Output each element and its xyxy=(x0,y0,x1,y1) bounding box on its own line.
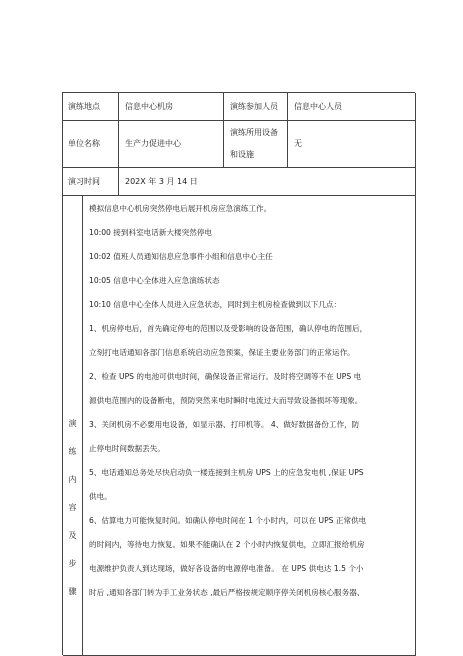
content-line: 2、检查 UPS 的电池可供电时间，确保设备正常运行。及时将空调等不在 UPS 电 xyxy=(89,372,362,381)
content-line: 供电。 xyxy=(89,492,112,501)
content-line: 立刻打电话通知各部门信息系统启动应急预案，保证主要业务部门的正常运作。 xyxy=(89,348,355,357)
content-line: 源供电范围内的设备断电，预防突然来电时瞬时电流过大而导致设备损坏等现象。 xyxy=(89,396,363,405)
content-line: 3、关闭机房不必要用电设备，如显示器、打印机等。 4、做好数据备份工作，防 xyxy=(89,420,360,429)
section-label xyxy=(63,196,83,656)
equipment-label-line2: 和设施 xyxy=(230,150,254,159)
unit-name-value: 生产力促进中心 xyxy=(119,121,224,168)
equipment-label-line1: 演练所用设备 xyxy=(230,128,278,137)
content-line: 6、估算电力可能恢复时间。如确认停电时间在 1 个小时内，可以在 UPS 正常供电 xyxy=(89,516,367,525)
section-label-char: 步 xyxy=(68,559,77,568)
content-line: 10:02 值班人员通知信息应急事件小组和信息中心主任 xyxy=(89,252,273,261)
equipment-label xyxy=(224,121,288,168)
content-line: 10:05 信息中心全体进入应急演练状态 xyxy=(89,276,220,285)
location-value: 信息中心机房 xyxy=(119,93,224,121)
participants-value: 信息中心人员 xyxy=(288,93,416,121)
drill-time-value: 202X 年 3 月 14 日 xyxy=(119,168,416,196)
section-label-char: 及 xyxy=(68,531,77,540)
section-label-char: 演 xyxy=(68,419,77,428)
drill-time-label: 演习时间 xyxy=(63,168,119,196)
unit-name-label: 单位名称 xyxy=(63,121,119,168)
content-line: 时后 ,通知各部门转为手工业务状态 ,最后严格按规定顺序停关闭机房核心服务器、 xyxy=(89,588,365,597)
content-line: 止停电时间数据丢失。 xyxy=(89,444,165,453)
content-line: 模拟信息中心机房突然停电后展开机房应急演练工作。 xyxy=(89,204,272,213)
drill-content xyxy=(83,196,416,656)
content-line: 10:10 信息中心全体人员进入应急状态，同时到主机房检查做到以下几点： xyxy=(89,300,342,309)
participants-label: 演练参加人员 xyxy=(224,93,288,121)
equipment-value: 无 xyxy=(288,121,416,168)
section-label-char: 骤 xyxy=(68,587,77,596)
section-label-char: 练 xyxy=(68,447,77,456)
section-label-char: 容 xyxy=(68,503,77,512)
section-label-char: 内 xyxy=(68,475,77,484)
content-line: 1、机房停电后，首先确定停电的范围以及受影响的设备范围，确认停电的范围后， xyxy=(89,324,368,333)
drill-record-table xyxy=(62,92,415,655)
content-line: 电源维护负责人到达现场，做好各设备的电源停电准备。 在 UPS 供电达 1.5 个小 xyxy=(89,564,364,573)
content-line: 10:00 接到科室电话新大楼突然停电 xyxy=(89,228,213,237)
content-line: 5、电话通知总务处尽快启动负一楼连接到主机房 UPS 上的应急发电机 ,保证 UPS xyxy=(89,468,364,477)
location-label: 演练地点 xyxy=(63,93,119,121)
content-line: 的时间内，等待电力恢复。如果不能确认在 2 个小时内恢复供电，立即汇报给机房 xyxy=(89,540,365,549)
